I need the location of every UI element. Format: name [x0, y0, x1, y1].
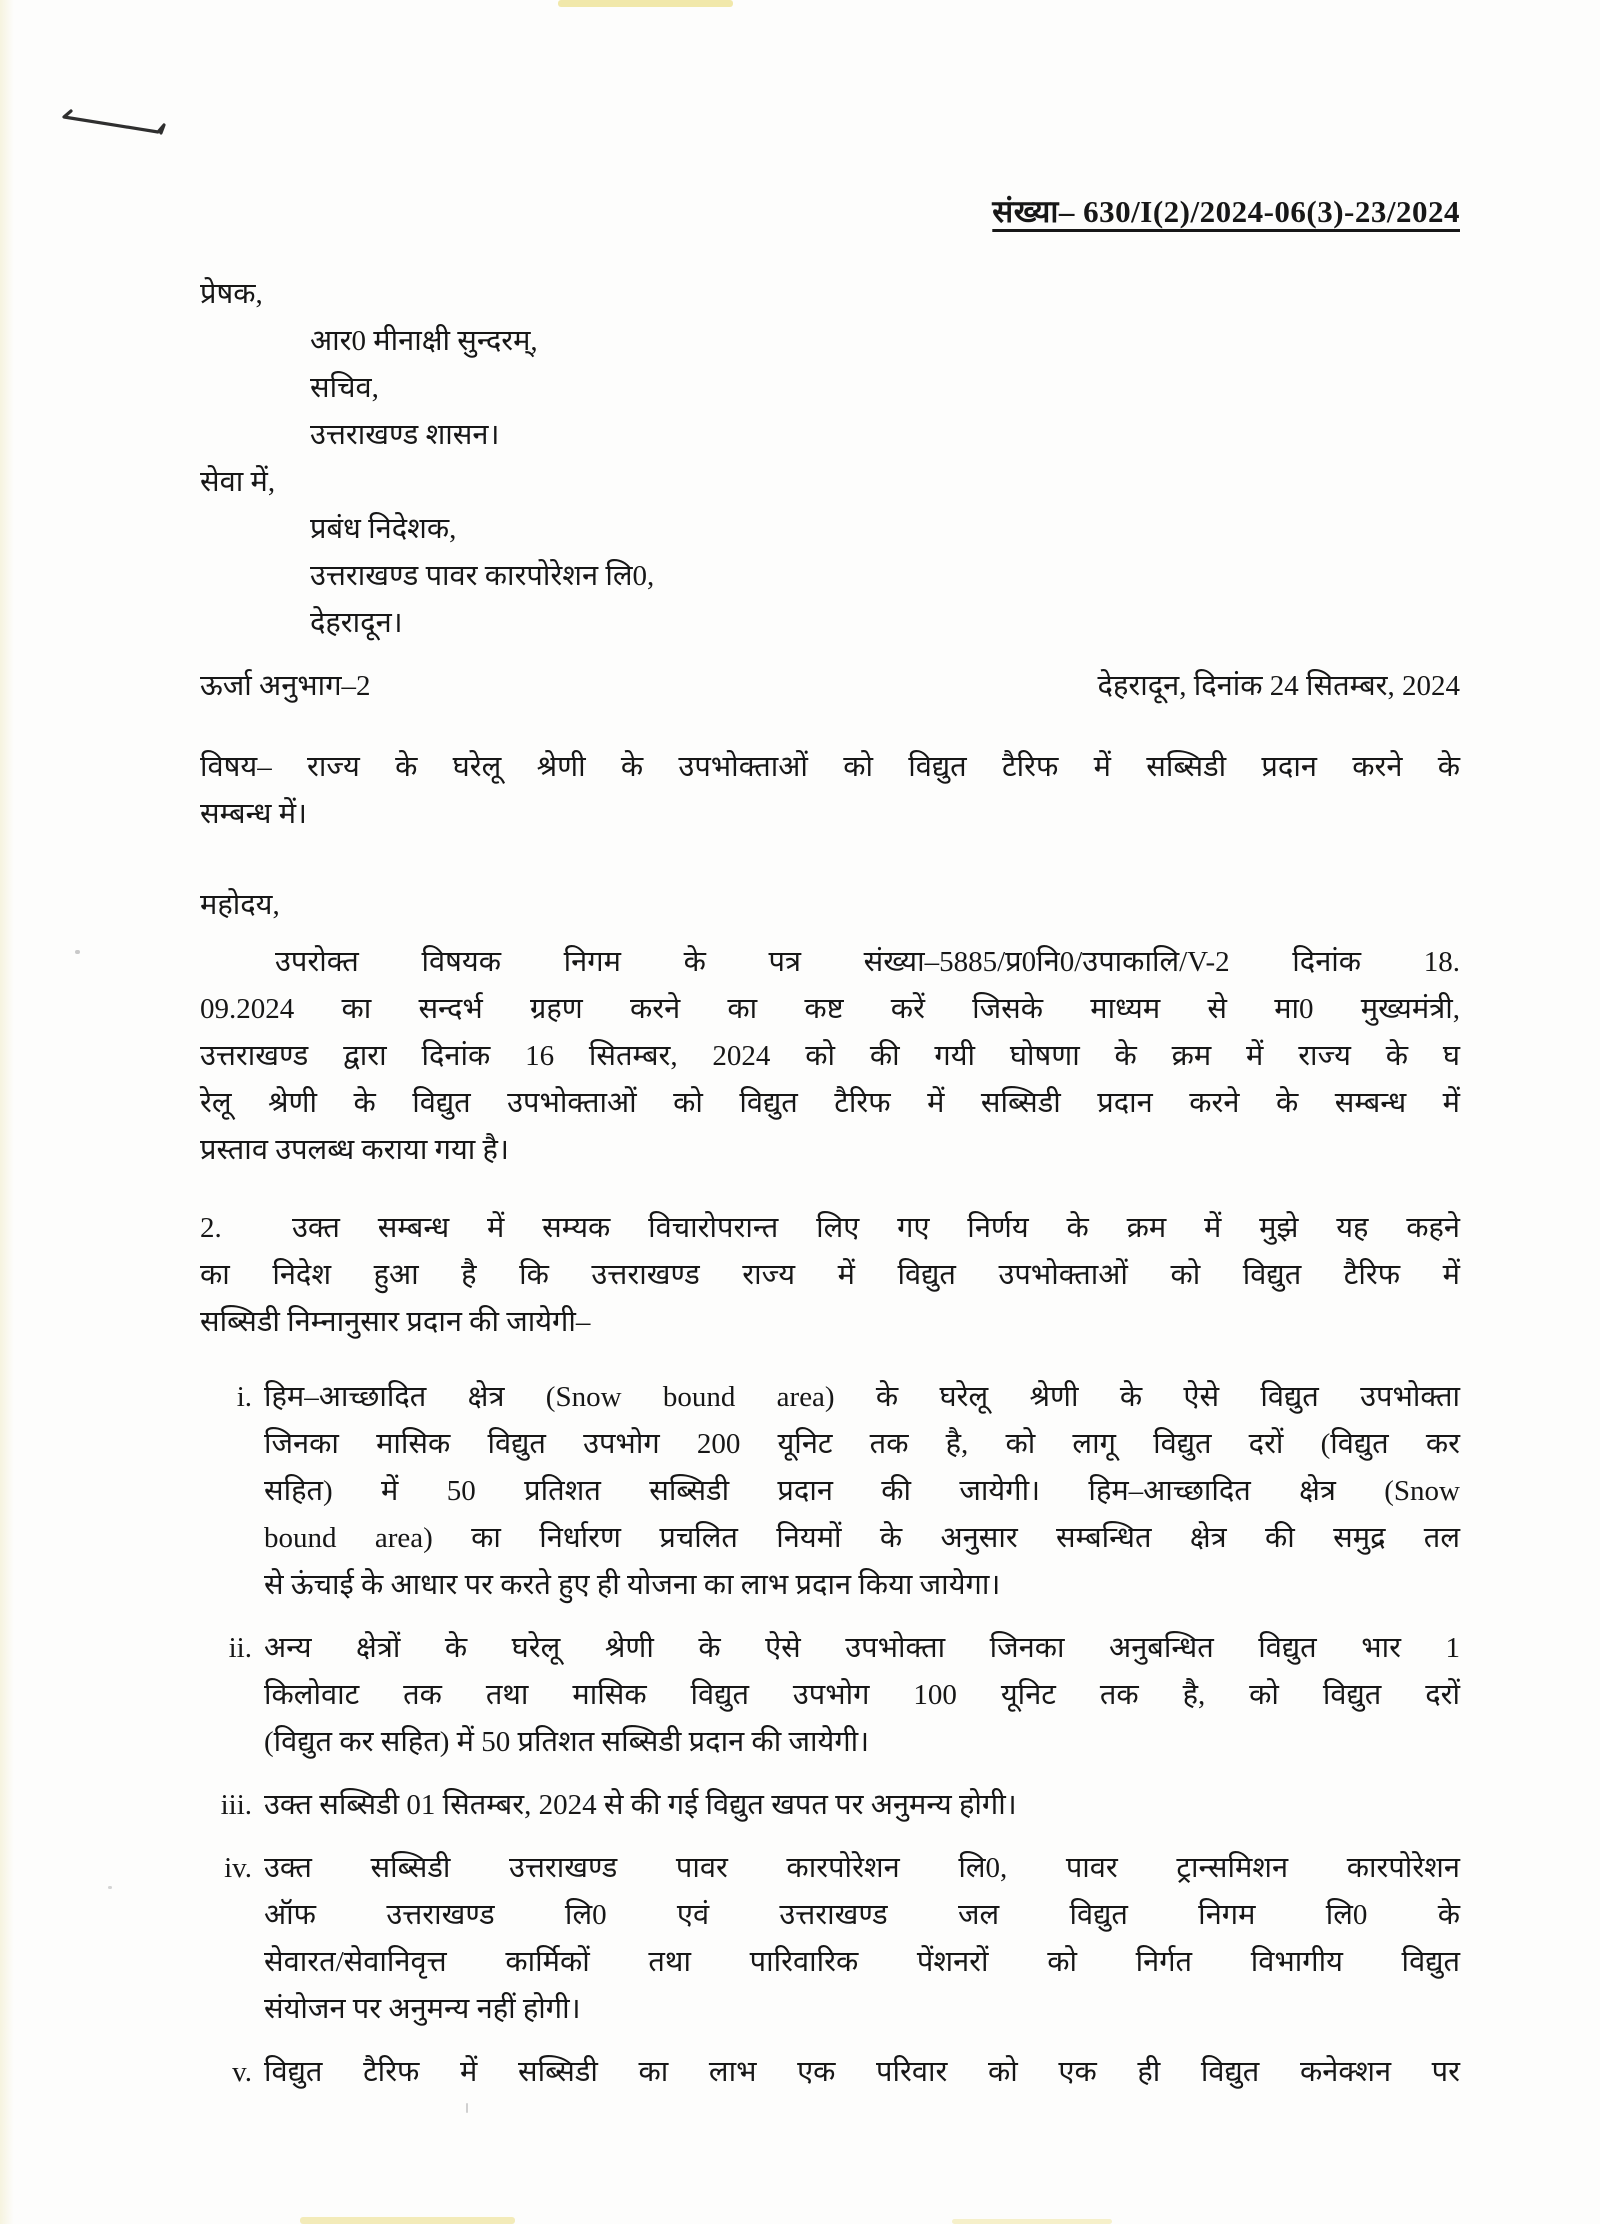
recipient-designation: प्रबंध निदेशक, — [310, 513, 457, 545]
subject-line: सम्बन्ध में। — [200, 798, 308, 830]
place-date: देहरादून, दिनांक 24 सितम्बर, 2024 — [1097, 670, 1460, 702]
list-line: उक्त सब्सिडी उत्तराखण्ड पावर कारपोरेशन लि0, पावर ट्रान्समिशन कारपोरेशन — [264, 1852, 1460, 1884]
reference-number: संख्या– 630/I(2)/2024-06(3)-23/2024 — [992, 194, 1460, 229]
paragraph-line: रेलू श्रेणी के विद्युत उपभोक्ताओं को विद्युत टैरिफ में सब्सिडी प्रदान करने के सम्बन्ध में — [200, 1087, 1460, 1119]
list-marker: iii. — [220, 1789, 252, 1821]
list-line: जिनका मासिक विद्युत उपभोग 200 यूनिट तक है, को लागू विद्युत दरों (विद्युत कर — [264, 1428, 1460, 1460]
paragraph-2 — [200, 1205, 1460, 1346]
recipient-organization: उत्तराखण्ड पावर कारपोरेशन लि0, — [310, 560, 655, 592]
paragraph-line: का निदेश हुआ है कि उत्तराखण्ड राज्य में विद्युत उपभोक्ताओं को विद्युत टैरिफ में — [200, 1259, 1460, 1291]
list-line: संयोजन पर अनुमन्य नहीं होगी। — [264, 1993, 581, 2025]
pen-stroke-mark — [58, 100, 178, 142]
sender-label: प्रेषक, — [200, 278, 263, 310]
letter-content — [200, 188, 1460, 2096]
paragraph-line: सब्सिडी निम्नानुसार प्रदान की जायेगी– — [200, 1306, 591, 1338]
list-marker: iv. — [224, 1852, 252, 1884]
list-line: से ऊंचाई के आधार पर करते हुए ही योजना का लाभ प्रदान किया जायेगा। — [264, 1569, 1001, 1601]
list-line: उक्त सब्सिडी 01 सितम्बर, 2024 से की गई विद्युत खपत पर अनुमन्य होगी। — [264, 1789, 1017, 1821]
sender-designation: सचिव, — [310, 372, 379, 404]
list-marker: ii. — [228, 1632, 252, 1664]
list-marker: v. — [232, 2056, 252, 2088]
list-line: किलोवाट तक तथा मासिक विद्युत उपभोग 100 यूनिट तक है, को विद्युत दरों — [264, 1679, 1460, 1711]
paragraph-1 — [200, 939, 1460, 1174]
list-line: सेवारत/सेवानिवृत्त कार्मिकों तथा पारिवारिक पेंशनरों को निर्गत विभागीय विद्युत — [264, 1946, 1460, 1978]
subject-line: विषय– राज्य के घरेलू श्रेणी के उपभोक्ताओं को विद्युत टैरिफ में सब्सिडी प्रदान करने के — [200, 751, 1460, 783]
list-line: अन्य क्षेत्रों के घरेलू श्रेणी के ऐसे उपभोक्ता जिनका अनुबन्धित विद्युत भार 1 — [264, 1632, 1460, 1664]
scan-speck — [466, 2103, 468, 2113]
list-line: ऑफ उत्तराखण्ड लि0 एवं उत्तराखण्ड जल विद्युत निगम लि0 के — [264, 1899, 1460, 1931]
paragraph-line: उक्त सम्बन्ध में सम्यक विचारोपरान्त लिए गए निर्णय के क्रम में मुझे यह कहने — [292, 1212, 1460, 1244]
scan-edge-tint — [0, 0, 14, 2224]
paragraph-line: प्रस्ताव उपलब्ध कराया गया है। — [200, 1134, 509, 1166]
scan-speck — [108, 1886, 112, 1889]
list-line: (विद्युत कर सहित) में 50 प्रतिशत सब्सिडी प्रदान की जायेगी। — [264, 1726, 870, 1758]
section-date-row — [200, 663, 1460, 710]
paragraph-line: 09.2024 का सन्दर्भ ग्रहण करने का कष्ट करें जिसके माध्यम से मा0 मुख्यमंत्री, — [200, 993, 1460, 1025]
paragraph-line: उत्तराखण्ड द्वारा दिनांक 16 सितम्बर, 2024 को की गयी घोषणा के क्रम में राज्य के घ — [200, 1040, 1460, 1072]
scan-artifact — [300, 2217, 515, 2224]
scan-speck — [75, 950, 80, 954]
recipient-city: देहरादून। — [310, 607, 403, 639]
list-line: bound area) का निर्धारण प्रचलित नियमों के अनुसार सम्बन्धित क्षेत्र की समुद्र तल — [264, 1522, 1460, 1554]
list-line: हिम–आच्छादित क्षेत्र (Snow bound area) के घरेलू श्रेणी के ऐसे विद्युत उपभोक्ता — [264, 1381, 1460, 1413]
paragraph-number: 2. — [200, 1212, 222, 1244]
department-section: ऊर्जा अनुभाग–2 — [200, 670, 371, 702]
sender-block — [200, 318, 1460, 459]
list-marker: i. — [236, 1381, 252, 1413]
list-line: सहित) में 50 प्रतिशत सब्सिडी प्रदान की जायेगी। हिम–आच्छादित क्षेत्र (Snow — [264, 1475, 1460, 1507]
sender-name: आर0 मीनाक्षी सुन्दरम्, — [310, 325, 538, 357]
list-item-v — [200, 2049, 1460, 2096]
scan-artifact — [952, 2219, 1112, 2224]
recipient-label: सेवा में, — [200, 466, 276, 498]
subsidy-conditions-list — [200, 1374, 1460, 2096]
list-item-iii — [200, 1782, 1460, 1829]
recipient-block — [200, 506, 1460, 647]
subject-block — [200, 744, 1460, 838]
list-item-iv — [200, 1845, 1460, 2033]
scan-artifact — [558, 0, 733, 7]
sender-organization: उत्तराखण्ड शासन। — [310, 419, 500, 451]
list-line: विद्युत टैरिफ में सब्सिडी का लाभ एक परिवार को एक ही विद्युत कनेक्शन पर — [264, 2056, 1460, 2088]
paragraph-line: उपरोक्त विषयक निगम के पत्र संख्या–5885/प्र0नि0/उपाकालि/V-2 दिनांक 18. — [275, 946, 1460, 978]
list-item-i — [200, 1374, 1460, 1609]
list-item-ii — [200, 1625, 1460, 1766]
salutation: महोदय, — [200, 889, 280, 921]
